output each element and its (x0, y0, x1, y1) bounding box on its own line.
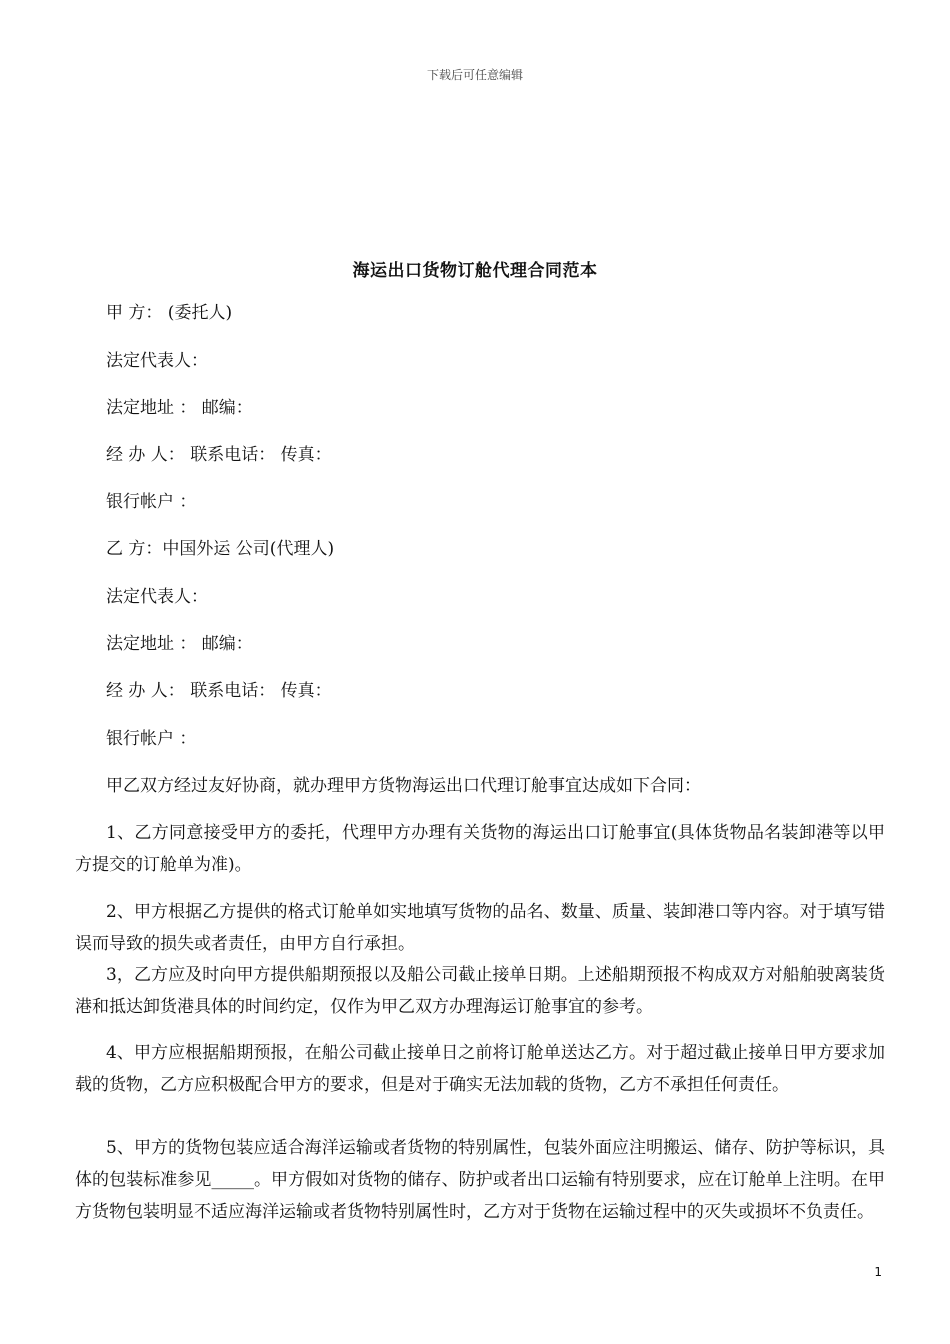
clause-3: 3，乙方应及时向甲方提供船期预报以及船公司截止接单日期。上述船期预报不构成双方对船舶驶离装货港和抵达卸货港具体的时间约定，仅作为甲乙双方办理海运订舱事宜的参考。 (75, 965, 885, 1017)
clause-5: 5、甲方的货物包装应适合海洋运输或者货物的特别属性，包装外面应注明搬运、储存、防护等标识，具体的包装标准参见_____。甲方假如对货物的储存、防护或者出口运输有特别要求，应在订舱单上注明。在甲方货物包装明显不适应海洋运输或者货物特别属性时，乙方对于货物在运输过程中的灭失或损坏不负责任。 (75, 1138, 885, 1222)
party-a-bank: 银行帐户 ： (106, 492, 197, 512)
party-a-name: 甲 方： (委托人) (106, 303, 233, 323)
party-b-name: 乙 方：中国外运 公司(代理人) (106, 539, 335, 559)
party-b-address: 法定地址 ： 邮编： (106, 634, 253, 654)
clause-2: 2、甲方根据乙方提供的格式订舱单如实地填写货物的品名、数量、质量、装卸港口等内容。对于填写错误而导致的损失或者责任，由甲方自行承担。 (75, 902, 885, 954)
party-b-legal-rep: 法定代表人： (106, 587, 208, 607)
party-a-address: 法定地址 ： 邮编： (106, 398, 253, 418)
party-b-handler: 经 办 人： 联系电话： 传真： (106, 681, 332, 701)
preamble: 甲乙双方经过友好协商，就办理甲方货物海运出口代理订舱事宜达成如下合同： (106, 776, 701, 796)
clause-1: 1、乙方同意接受甲方的委托，代理甲方办理有关货物的海运出口订舱事宜(具体货物品名装卸港等以甲方提交的订舱单为准)。 (75, 823, 885, 875)
clause-4: 4、甲方应根据船期预报，在船公司截止接单日之前将订舱单送达乙方。对于超过截止接单日甲方要求加载的货物，乙方应积极配合甲方的要求，但是对于确实无法加载的货物，乙方不承担任何责任。 (75, 1043, 885, 1095)
document-title: 海运出口货物订舱代理合同范本 (352, 261, 598, 281)
page-number: 1 (874, 1265, 882, 1279)
party-a-handler: 经 办 人： 联系电话： 传真： (106, 445, 332, 465)
party-a-legal-rep: 法定代表人： (106, 351, 208, 371)
party-b-bank: 银行帐户 ： (106, 729, 197, 749)
header-note: 下载后可任意编辑 (426, 68, 523, 82)
